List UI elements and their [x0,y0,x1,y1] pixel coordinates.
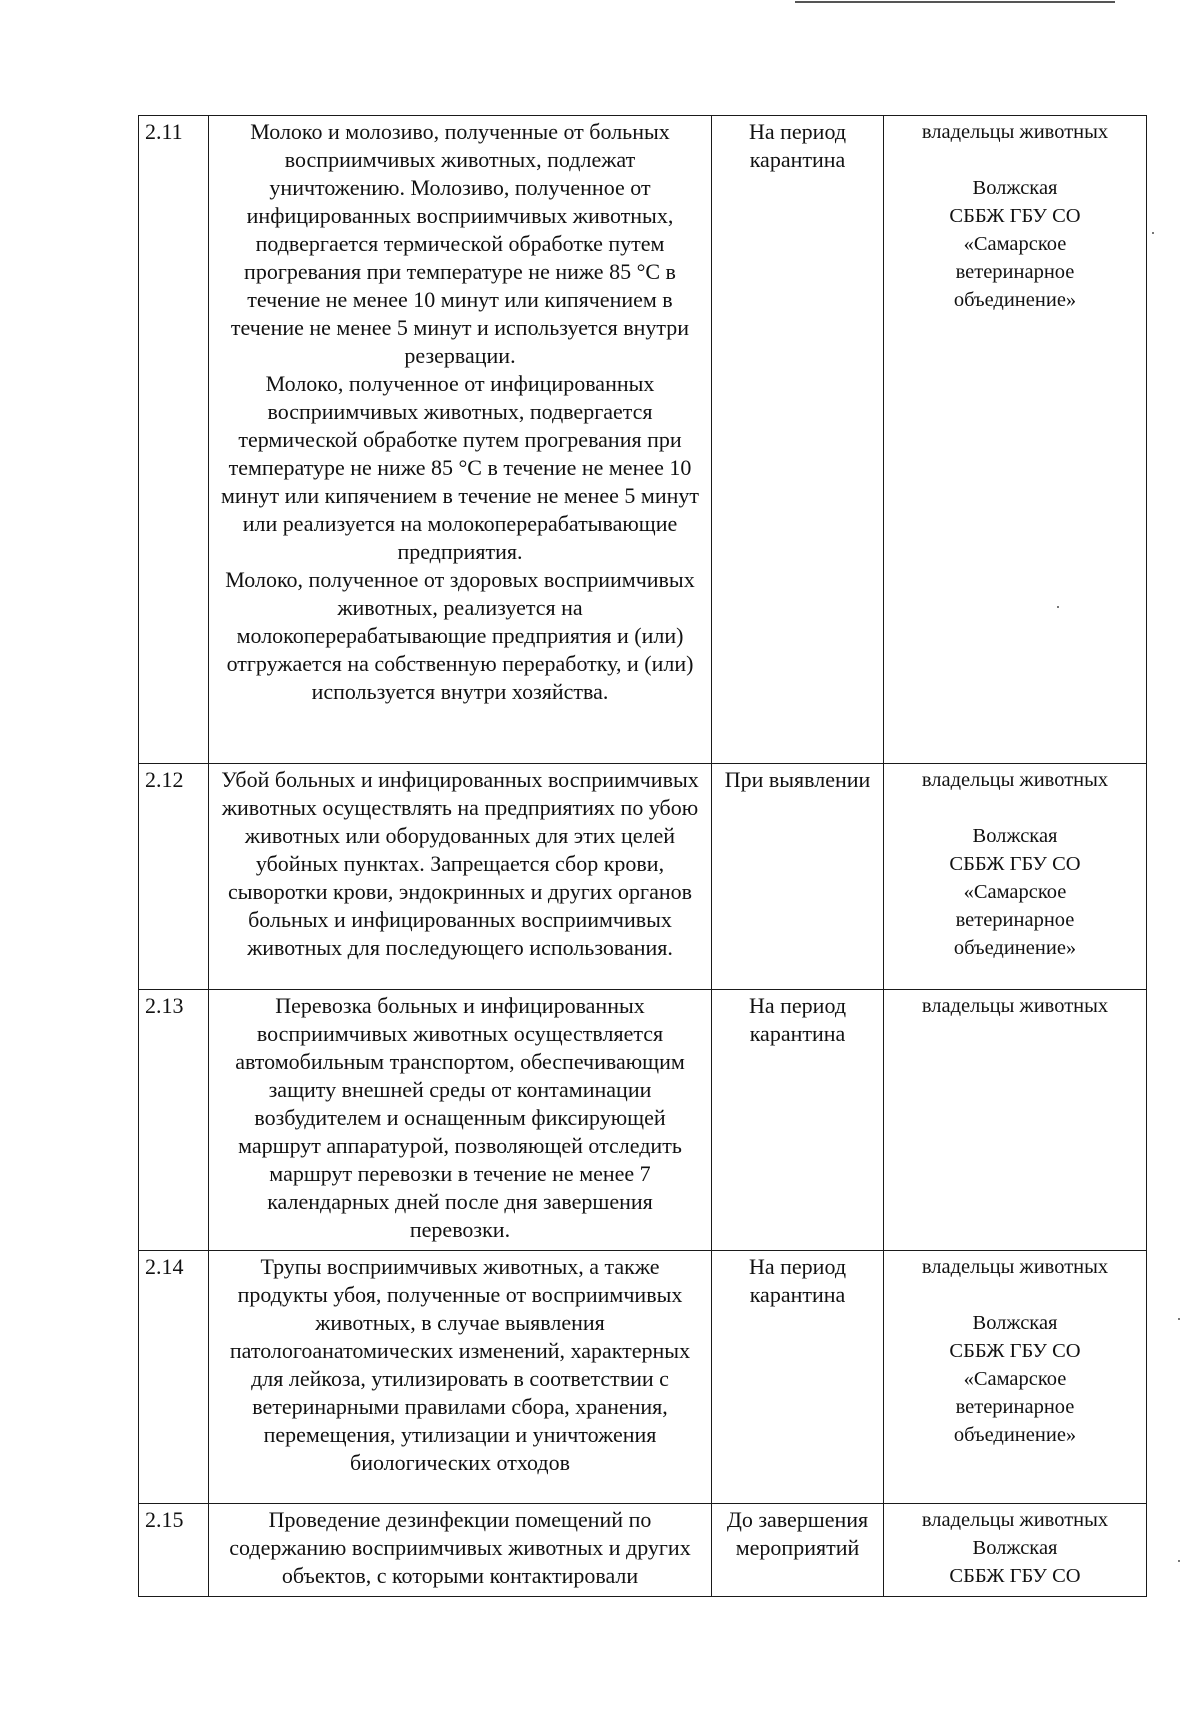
executor-spacer [890,146,1140,174]
measure-paragraph: Убой больных и инфицированных восприимчивых животных осуществлять на предприятиях по убою животных или оборудованных для этих целей убойных пунктах. Запрещается сбор крови, сыворотки крови, эндокринных и других органов больных и инфицированных восприимчивых животных для последующего использования. [221,767,699,960]
scan-speck [1152,232,1154,234]
executor-line: объединение» [953,289,1077,311]
executor-line: Волжская [972,825,1058,847]
measure-cell [209,1504,712,1597]
executors-cell [884,116,1147,764]
term-cell: При выявлении [712,764,884,990]
row-number: 2.13 [139,990,209,1251]
row-number: 2.14 [139,1251,209,1504]
executor-line: владельцы животных [921,1256,1109,1278]
term-cell: На период карантина [712,116,884,764]
table-row [139,990,1147,1251]
term-cell: На период карантина [712,990,884,1251]
executor-line: Волжская [972,177,1058,199]
executor-line: СББЖ ГБУ СО [949,205,1081,227]
scan-top-rule [795,1,1115,3]
executor-spacer [890,1281,1140,1309]
executor-line: объединение» [953,937,1077,959]
executor-line: ветеринарное [955,261,1075,283]
executors-cell [884,1504,1147,1597]
executor-line: СББЖ ГБУ СО [949,853,1081,875]
executor-line: СББЖ ГБУ СО [949,1340,1081,1362]
table-row [139,1251,1147,1504]
row-number: 2.15 [139,1504,209,1597]
table-row [139,116,1147,764]
table-row [139,1504,1147,1597]
executor-line: владельцы животных [921,121,1109,143]
measure-paragraph: Трупы восприимчивых животных, а также продукты убоя, полученные от восприимчивых животных, в случае выявления патологоанатомических изменений, характерных для лейкоза, утилизировать в соответствии с ветеринарными правилами сбора, хранения, перемещения, утилизации и уничтожения биологических отходов [229,1254,691,1475]
executor-line: Волжская [972,1312,1058,1334]
executors-cell [884,1251,1147,1504]
measures-table [138,115,1147,1597]
executor-line: СББЖ ГБУ СО [949,1565,1081,1587]
executor-line: объединение» [953,1424,1077,1446]
executor-line: владельцы животных [921,1509,1109,1531]
executors-cell [884,990,1147,1251]
executor-line: «Самарское [963,881,1067,903]
measure-paragraph: Молоко и молозиво, полученные от больных восприимчивых животных, подлежат уничтожению. Молозиво, полученное от инфицированных восприимчивых животных, подвергается термической обработке путем прогревания при температуре не ниже 85 °С в течение не менее 10 минут или кипячением в течение не менее 5 минут и используется внутри резервации. [230,119,690,368]
measure-cell [209,116,712,764]
term-cell: До завершения мероприятий [712,1504,884,1597]
scan-speck [1178,1318,1180,1320]
executor-line: ветеринарное [955,909,1075,931]
measure-cell [209,764,712,990]
scan-speck [1178,1560,1180,1562]
term-cell: На период карантина [712,1251,884,1504]
measure-paragraph: Перевозка больных и инфицированных восприимчивых животных осуществляется автомобильным транспортом, обеспечивающим защиту внешней среды от контаминации возбудителем и оснащенным фиксирующей маршрут аппаратурой, позволяющей отследить маршрут перевозки в течение не менее 7 календарных дней после дня завершения перевозки. [235,993,685,1242]
executor-spacer [890,794,1140,822]
measure-paragraph: Молоко, полученное от инфицированных восприимчивых животных, подвергается термической обработке путем прогревания при температуре не ниже 85 °С в течение не менее 10 минут или кипячением в течение не менее 5 минут или реализуется на молокоперерабатывающие предприятия. [221,371,699,564]
executors-cell [884,764,1147,990]
executor-line: ветеринарное [955,1396,1075,1418]
executor-line: «Самарское [963,233,1067,255]
measure-paragraph: Молоко, полученное от здоровых восприимчивых животных, реализуется на молокоперерабатывающие предприятия и (или) отгружается на собственную переработку, и (или) используется внутри хозяйства. [225,567,695,704]
table-row [139,764,1147,990]
executor-line: «Самарское [963,1368,1067,1390]
measure-cell [209,990,712,1251]
row-number: 2.12 [139,764,209,990]
measure-cell [209,1251,712,1504]
row-number: 2.11 [139,116,209,764]
measure-paragraph: Проведение дезинфекции помещений по содержанию восприимчивых животных и других объектов, с которыми контактировали [229,1507,691,1588]
executor-line: владельцы животных [921,995,1109,1017]
executor-line: владельцы животных [921,769,1109,791]
executor-line: Волжская [972,1537,1058,1559]
